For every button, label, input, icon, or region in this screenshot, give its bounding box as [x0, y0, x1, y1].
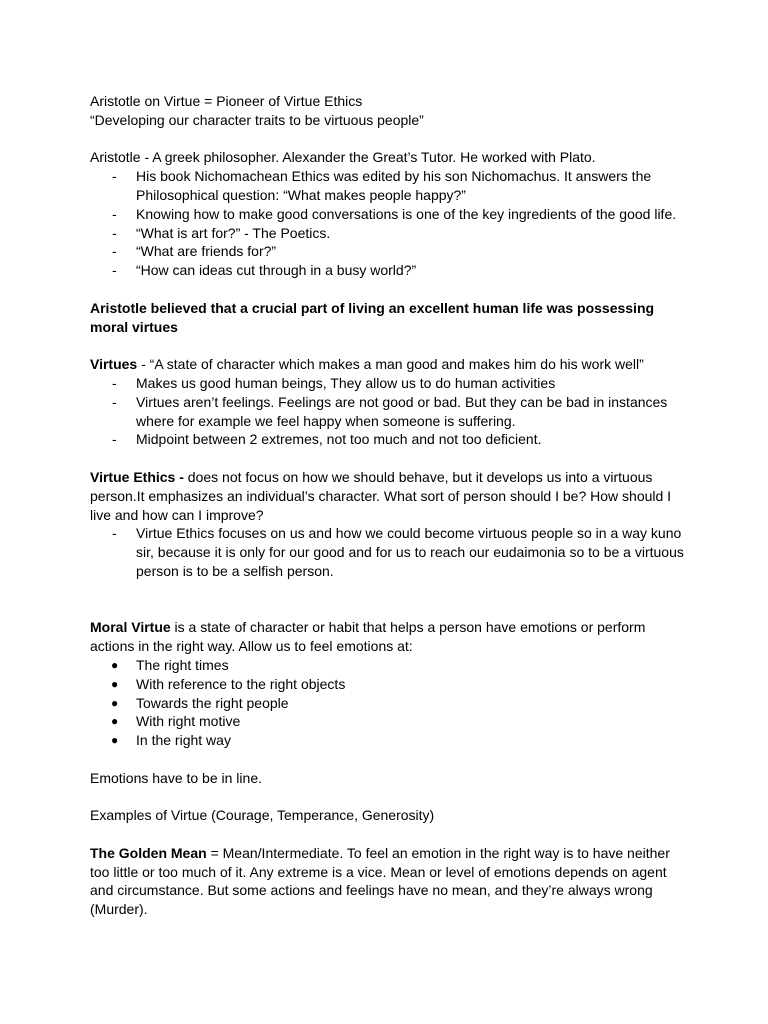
dash-marker: -	[112, 243, 117, 260]
intro-list	[90, 167, 690, 280]
spacer	[90, 825, 690, 844]
dash-marker: -	[112, 262, 117, 279]
belief-bold-text: Aristotle believed that a crucial part of living an excellent human life was possessing moral virtues	[90, 299, 655, 335]
belief-statement	[90, 299, 690, 337]
bullet-marker: ●	[111, 714, 119, 729]
list-item-text: In the right way	[136, 732, 231, 749]
document-page	[90, 92, 690, 919]
intro-paragraph: Aristotle - A greek philosopher. Alexander the Great’s Tutor. He worked with Plato.	[90, 149, 596, 166]
list-item	[90, 374, 690, 393]
subtitle-quote: “Developing our character traits to be virtuous people”	[90, 111, 424, 128]
moral-virtue-definition	[90, 618, 690, 656]
list-item-text: Virtue Ethics focuses on us and how we could become virtuous people so in a way kuno sir, because it is only for our good and for us to reach our eudaimonia so to be a virtuous person is to be a selfish person.	[136, 525, 684, 579]
virtues-list	[90, 374, 690, 449]
golden-mean-definition	[90, 844, 690, 919]
list-item	[90, 224, 690, 243]
list-item	[90, 524, 690, 580]
virtue-ethics-list	[90, 524, 690, 580]
bullet-marker: ●	[111, 733, 119, 748]
spacer	[90, 280, 690, 299]
virtues-definition-text: - “A state of character which makes a man good and makes him do his work well”	[137, 356, 644, 373]
virtue-ethics-definition	[90, 468, 690, 524]
list-item	[90, 712, 690, 731]
bullet-marker: ●	[111, 695, 119, 710]
list-item	[90, 261, 690, 280]
list-item-text: The right times	[136, 656, 229, 673]
list-item	[90, 656, 690, 675]
dash-marker: -	[112, 393, 117, 410]
virtues-term: Virtues	[90, 356, 138, 373]
moral-virtue-list	[90, 656, 690, 750]
golden-mean-term: The Golden Mean	[90, 844, 207, 861]
list-item	[90, 242, 690, 261]
virtue-ethics-definition-text: does not focus on how we should behave, but it develops us into a virtuous person.It emphasizes an individual’s character. What sort of person should I be? How should I live and how can I improve?	[90, 468, 672, 523]
spacer	[90, 787, 690, 806]
spacer	[90, 581, 690, 619]
spacer	[90, 130, 690, 149]
dash-marker: -	[112, 374, 117, 391]
list-item	[90, 393, 690, 431]
moral-virtue-term: Moral Virtue	[90, 619, 171, 636]
list-item	[90, 731, 690, 750]
bullet-marker: ●	[111, 657, 119, 672]
emotions-line: Emotions have to be in line.	[90, 769, 262, 786]
list-item-text: With right motive	[136, 713, 241, 730]
list-item-text: His book Nichomachean Ethics was edited by his son Nichomachus. It answers the Philosophical question: “What makes people happy?”	[136, 168, 652, 203]
bullet-marker: ●	[111, 676, 119, 691]
dash-marker: -	[112, 431, 117, 448]
dash-marker: -	[112, 224, 117, 241]
list-item-text: Towards the right people	[136, 694, 289, 711]
list-item-text: “What are friends for?”	[136, 243, 277, 260]
list-item	[90, 675, 690, 694]
golden-mean-definition-text: = Mean/Intermediate. To feel an emotion in the right way is to have neither too little or too much of it. Any extreme is a vice. Mean or level of emotions depends on agent and circumstance. But some actions and feelings have no mean, and they’re always wrong (Murder).	[90, 844, 670, 918]
list-item	[90, 167, 690, 205]
list-item-text: Makes us good human beings, They allow us to do human activities	[136, 374, 556, 391]
dash-marker: -	[112, 205, 117, 222]
moral-virtue-definition-text: is a state of character or habit that helps a person have emotions or perform actions in the right way. Allow us to feel emotions at:	[90, 619, 646, 655]
virtue-ethics-term: Virtue Ethics -	[90, 468, 184, 485]
examples-line: Examples of Virtue (Courage, Temperance, Generosity)	[90, 807, 435, 824]
list-item-text: “What is art for?” - The Poetics.	[136, 224, 331, 241]
dash-marker: -	[112, 168, 117, 185]
list-item-text: Knowing how to make good conversations is one of the key ingredients of the good life.	[136, 205, 677, 222]
list-item-text: Midpoint between 2 extremes, not too much and not too deficient.	[136, 431, 542, 448]
list-item-text: Virtues aren’t feelings. Feelings are not good or bad. But they can be bad in instances where for example we feel happy when someone is suffering.	[136, 393, 668, 429]
virtues-definition	[90, 355, 690, 374]
list-item	[90, 205, 690, 224]
list-item-text: “How can ideas cut through in a busy world?”	[136, 262, 417, 279]
list-item-text: With reference to the right objects	[136, 675, 346, 692]
list-item	[90, 694, 690, 713]
title-line: Aristotle on Virtue = Pioneer of Virtue Ethics	[90, 93, 363, 109]
spacer	[90, 449, 690, 468]
dash-marker: -	[112, 525, 117, 542]
spacer	[90, 750, 690, 769]
spacer	[90, 336, 690, 355]
list-item	[90, 430, 690, 449]
